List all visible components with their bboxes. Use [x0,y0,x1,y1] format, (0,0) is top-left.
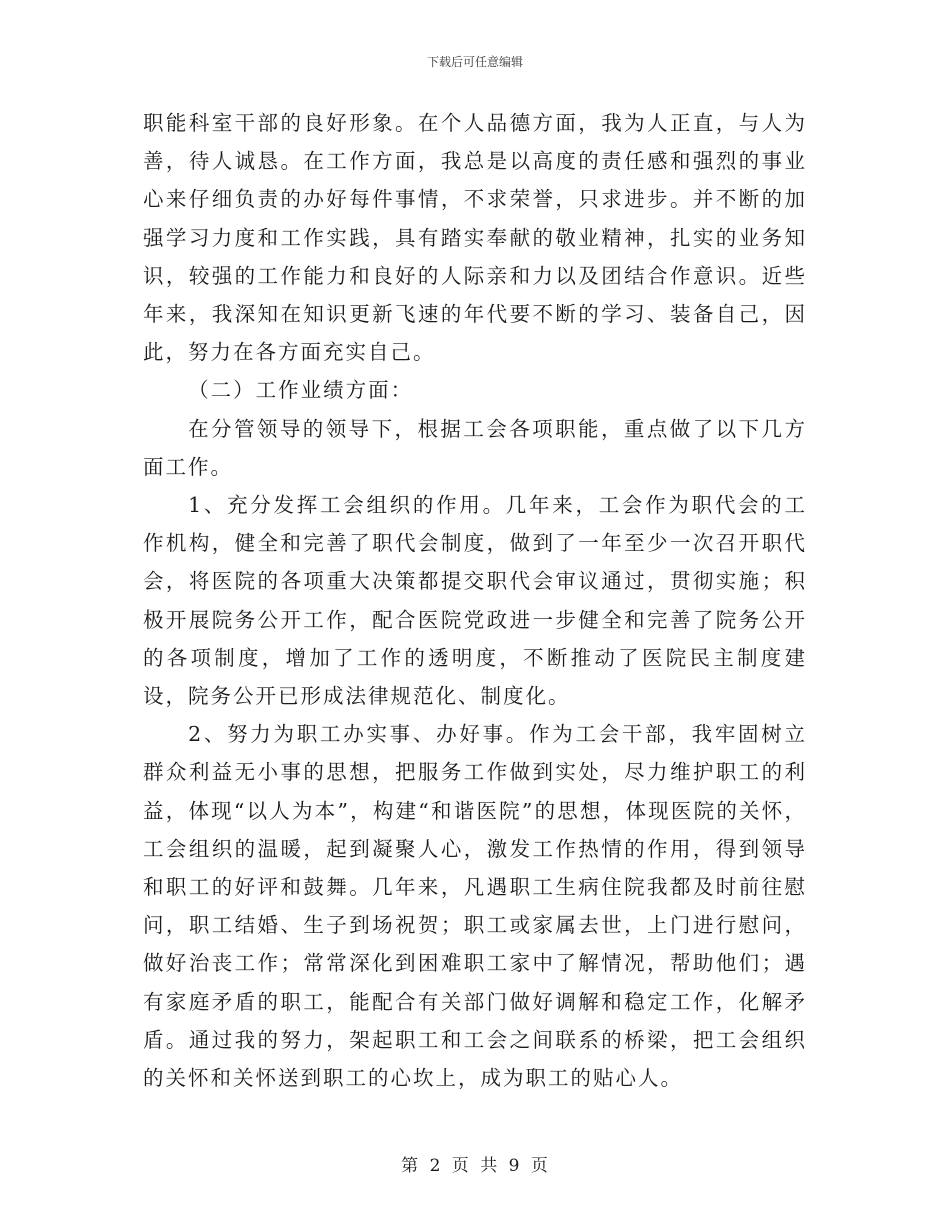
page-header-note: 下载后可任意编辑 [426,55,523,69]
paragraph-serving-staff: 2、努力为职工办实事、办好事。作为工会干部，我牢固树立群众利益无小事的思想，把服务工作做到实处，尽力维护职工的利益，体现“以人为本”，构建“和谐医院”的思想，体现医院的关怀，工会组织的温暖，起到凝聚人心，激发工作热情的作用，得到领导和职工的好评和鼓舞。几年来，凡遇职工生病住院我都及时前往慰问，职工结婚、生子到场祝贺；职工或家属去世，上门进行慰问，做好治丧工作；常常深化到困难职工家中了解情况，帮助他们；遇有家庭矛盾的职工，能配合有关部门做好调解和稳定工作，化解矛盾。通过我的努力，架起职工和工会之间联系的桥梁，把工会组织的关怀和关怀送到职工的心坎上，成为职工的贴心人。 [143,722,807,1091]
footer-prefix: 第 [401,1156,420,1176]
footer-page-word: 页 [451,1156,470,1176]
page-number-footer [0,1155,950,1177]
footer-suffix: 页 [530,1156,549,1176]
paragraph-personal-conduct: 职能科室干部的良好形象。在个人品德方面，我为人正直，与人为善，待人诚恳。在工作方面，我总是以高度的责任感和强烈的事业心来仔细负责的办好每件事情，不求荣誉，只求进步。并不断的加强学习力度和工作实践，具有踏实奉献的敬业精神，扎实的业务知识，较强的工作能力和良好的人际亲和力以及团结合作意识。近些年来，我深知在知识更新飞速的年代要不断的学习、装备自己，因此，努力在各方面充实自己。 [143,111,807,365]
document-body [143,104,807,1097]
paragraph-work-overview: 在分管领导的领导下，根据工会各项职能，重点做了以下几方面工作。 [143,416,807,479]
total-page-count: 9 [508,1156,521,1176]
footer-total-prefix: 共 [480,1156,499,1176]
paragraph-union-role: 1、充分发挥工会组织的作用。几年来，工会作为职代会的工作机构，健全和完善了职代会制度，做到了一年至少一次召开职代会，将医院的各项重大决策都提交职代会审议通过，贯彻实施；积极开展院务公开工作，配合医院党政进一步健全和完善了院务公开的各项制度，增加了工作的透明度，不断推动了医院民主制度建设，院务公开已形成法律规范化、制度化。 [143,493,807,709]
current-page-number: 2 [429,1156,442,1176]
section-heading-work-performance: （二）工作业绩方面： [188,378,414,403]
